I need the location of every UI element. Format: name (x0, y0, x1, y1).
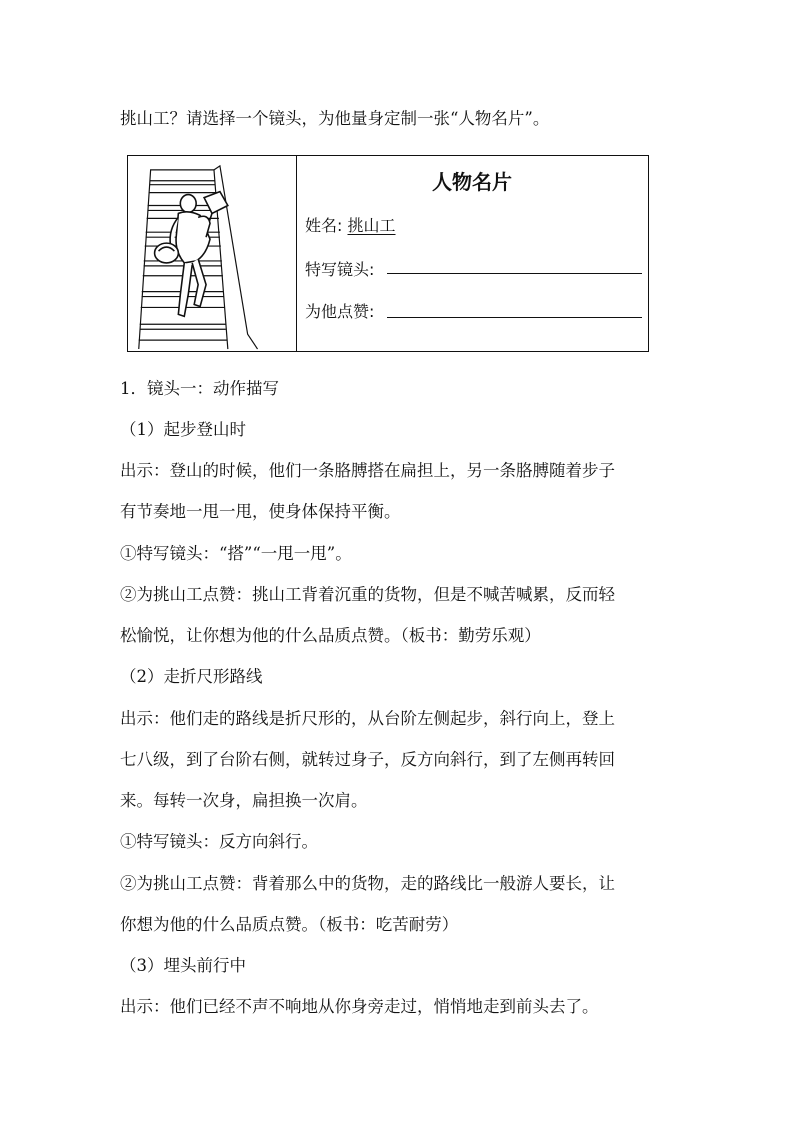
paragraph-line: ②为挑山工点赞：挑山工背着沉重的货物，但是不喊苦喊累，反而轻 (120, 585, 615, 604)
subsection-heading: （2）走折尺形路线 (120, 667, 263, 686)
paragraph-line: 七八级，到了台阶右侧，就转过身子，反方向斜行，到了左侧再转回 (120, 750, 615, 769)
card-name-row (305, 213, 396, 236)
paragraph-line: 出示：登山的时候，他们一条胳膊搭在扁担上，另一条胳膊随着步子 (120, 461, 615, 480)
praise-label: 为他点赞: (305, 302, 375, 321)
section-heading: 1．镜头一：动作描写 (120, 379, 279, 398)
praise-blank-line[interactable] (387, 317, 642, 318)
paragraph-line: 出示：他们已经不声不响地从你身旁走过，悄悄地走到前头去了。 (120, 997, 599, 1016)
name-value: 挑山工 (347, 216, 396, 235)
closeup-label: 特写镜头: (305, 260, 375, 279)
name-label: 姓名: (305, 216, 343, 235)
intro-line: 挑山工？请选择一个镜头，为他量身定制一张“人物名片”。 (120, 109, 550, 128)
subsection-heading: （1）起步登山时 (120, 420, 246, 439)
paragraph-line: 松愉悦，让你想为他的什么品质点赞。（板书：勤劳乐观） (120, 626, 541, 645)
paragraph-line: ①特写镜头：反方向斜行。 (120, 832, 318, 851)
paragraph-line: 你想为他的什么品质点赞。（板书：吃苦耐劳） (120, 915, 459, 934)
paragraph-line: 出示：他们走的路线是折尺形的，从台阶左侧起步，斜行向上，登上 (120, 709, 615, 728)
character-card (127, 155, 649, 352)
subsection-heading: （3）埋头前行中 (120, 956, 246, 975)
paragraph-line: ②为挑山工点赞：背着那么中的货物，走的路线比一般游人要长，让 (120, 874, 615, 893)
paragraph-line: 来。每转一次身，扁担换一次肩。 (120, 791, 368, 810)
porter-illustration (128, 156, 296, 351)
paragraph-line: 有节奏地一甩一甩，使身体保持平衡。 (120, 502, 401, 521)
closeup-blank-line[interactable] (387, 273, 642, 274)
paragraph-line: ①特写镜头：“搭”“一甩一甩”。 (120, 544, 352, 563)
card-title: 人物名片 (432, 170, 512, 194)
